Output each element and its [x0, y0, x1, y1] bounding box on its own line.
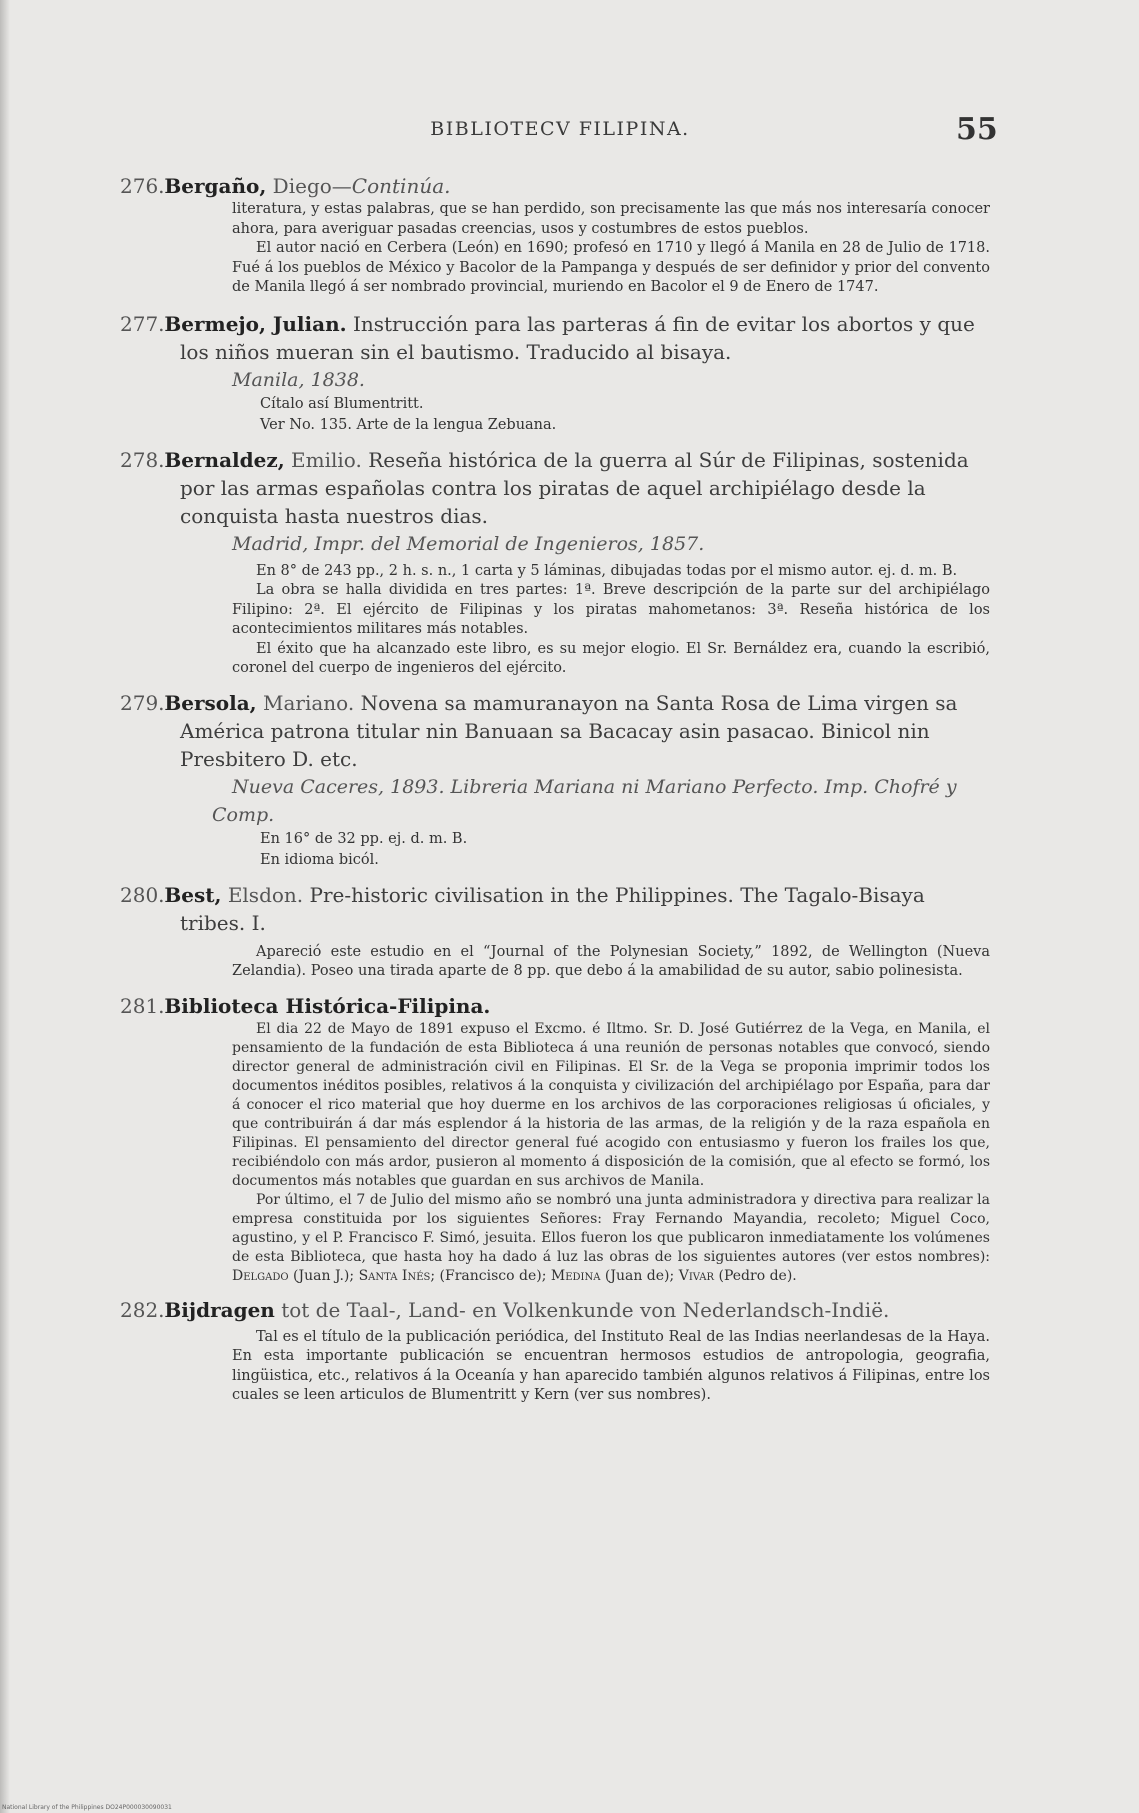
note-paragraph: El éxito que ha alcanzado este libro, es su mejor elogio. El Sr. Bernáldez era, cuando la escribió, coronel del cuerpo de ingenieros del ejército. [232, 640, 990, 676]
entry-author: Bijdragen [164, 1297, 275, 1322]
note-paragraph: Apareció este estudio en el “Journal of the Polynesian Society,” 1892, de Wellington (Nueva Zelandia). Poseo una tirada aparte de 8 pp. que debo á la amabilidad de su autor, sabio polinesista. [232, 943, 990, 979]
entry-number: 277. [120, 311, 165, 336]
author-ref: Medina [550, 1267, 601, 1284]
author-ref-rest: (Pedro de). [718, 1267, 797, 1284]
entry-note [120, 394, 990, 436]
author-ref: Santa Inés; [358, 1267, 436, 1284]
note-paragraph: Tal es el título de la publicación periódica, del Instituto Real de las Indias neerlandesas de la Haya. En esta importante publicación se encuentran hermosos estudios de antropologia, geografia, lingüistica, etc., relativos á la Oceanía y han aparecido también algunos relativos á Filipinas, entre los cuales se leen articulos de Blumentritt y Kern (ver sus nombres). [232, 1328, 990, 1403]
note-line: Ver No. 135. Arte de la lengua Zebuana. [260, 416, 557, 433]
entry-imprint: Nueva Caceres, 1893. Libreria Mariana ni Mariano Perfecto. Imp. Chofré y Comp. [212, 775, 957, 826]
author-ref-rest: (Francisco de); [439, 1267, 547, 1284]
running-head: BIBLIOTECV FILIPINA. [430, 118, 690, 140]
entry-author: Bermejo, Julian. [164, 311, 347, 336]
note-line: Cítalo así Blumentritt. [260, 395, 424, 412]
entry-author: Best, [164, 882, 222, 907]
entry-author-rest: Diego— [272, 174, 352, 198]
entry-note [120, 943, 990, 982]
note-line: En idioma bicól. [260, 851, 379, 868]
page-edge-shadow [0, 0, 10, 1813]
entry-note [120, 1328, 990, 1406]
entry-number: 278. [120, 447, 165, 472]
entry-number: 280. [120, 882, 165, 907]
entry-author: Bersola, [164, 690, 257, 715]
entry-note [120, 829, 990, 871]
entry-281 [120, 992, 990, 1286]
scan-footer: National Library of the Philippines DO24P000030090031 [2, 1804, 172, 1811]
entry-276 [120, 172, 990, 298]
entry-278 [120, 446, 990, 679]
entry-heading [120, 992, 990, 1020]
note-paragraph: En 8° de 243 pp., 2 h. s. n., 1 carta y 5 láminas, dibujadas todas por el mismo autor. ej. d. m. B. [256, 562, 958, 579]
page-number: 55 [956, 112, 998, 147]
entry-imprint: Madrid, Impr. del Memorial de Ingenieros, 1857. [232, 532, 705, 555]
author-ref: Delgado [232, 1267, 289, 1284]
entry-title: Pre-historic civilisation in the Philippines. The Tagalo-Bisaya tribes. I. [180, 882, 925, 935]
entry-imprint: Manila, 1838. [232, 368, 365, 391]
entry-note [120, 200, 990, 298]
entry-author-rest: Mariano. [263, 690, 355, 715]
entry-heading [120, 446, 990, 530]
entry-number: 281. [120, 993, 165, 1018]
entry-note [120, 562, 990, 679]
entry-title: Novena sa mamuranayon na Santa Rosa de Lima virgen sa América patrona titular nin Banuaan sa Bacacay asin pasacao. Binicol nin Presbitero D. etc. [180, 690, 958, 771]
author-ref-rest: (Juan J.); [293, 1267, 355, 1284]
entry-280 [120, 881, 990, 982]
note-paragraph: El autor nació en Cerbera (León) en 1690; profesó en 1710 y llegó á Manila en 28 de Julio de 1718. Fué á los pueblos de México y Bacolor de la Pampanga y después de ser definidor y prior del convento de Manila llegó á ser nombrado provincial, muriendo en Bacolor el 9 de Enero de 1747. [232, 240, 990, 295]
entry-author: Bergaño, [164, 174, 267, 198]
entry-282 [120, 1296, 990, 1406]
entry-heading [120, 1296, 990, 1324]
author-ref: Vivar [678, 1267, 715, 1284]
note-paragraph [232, 1191, 990, 1286]
note-text: Por último, el 7 de Julio del mismo año se nombró una junta administradora y directiva para realizar la empresa constituida por los siguientes Señores: Fray Fernando Mayandia, recoleto; Miguel Coco, agustino, y el P. Francisco F. Simó, jesuita. Ellos fueron los que publicaron inmediatamente los volúmenes de esta Biblioteca, que hasta hoy ha dado á luz las obras de los siguientes autores (ver estos nombres): [232, 1191, 990, 1265]
entry-author-rest: Emilio. [291, 447, 362, 472]
note-paragraph: La obra se halla dividida en tres partes: 1ª. Breve descripción de la parte sur del archipiélago Filipino: 2ª. El ejército de Filipinas y los piratas mahometanos: 3ª. Reseña histórica de los acontecimientos militares más notables. [232, 582, 990, 637]
note-line: En 16° de 32 pp. ej. d. m. B. [260, 830, 468, 847]
catalog-body [120, 172, 990, 1416]
entry-279 [120, 689, 990, 871]
entry-heading [120, 310, 990, 366]
entry-277 [120, 310, 990, 436]
entry-title: Reseña histórica de la guerra al Súr de Filipinas, sostenida por las armas españolas contra los piratas de aquel archipiélago desde la conquista hasta nuestros dias. [180, 447, 969, 528]
note-paragraph: El dia 22 de Mayo de 1891 expuso el Excmo. é Iltmo. Sr. D. José Gutiérrez de la Vega, en Manila, el pensamiento de la fundación de esta Biblioteca á una reunión de personas notables que convocó, siendo director general de administración civil en Filipinas. El Sr. de la Vega se proponia imprimir todos los documentos inéditos posibles, relativos á la conquista y civilización del archipiélago por España, para dar á conocer el rico material que hoy duerme en los archivos de las corporaciones religiosas ú oficiales, y que contribuirán á dar más esplendor á la historia de las armas, de la religión y de la raza española en Filipinas. El pensamiento del director general fué acogido con entusiasmo y fueron los frailes los que, recibiéndolo con más ardor, pusieron al momento á disposición de la comisión, que al efecto se formó, los documentos más notables que guardan en sus archivos de Manila. [232, 1020, 990, 1189]
entry-heading [120, 881, 990, 937]
entry-number: 282. [120, 1297, 165, 1322]
entry-title: Continúa. [351, 174, 451, 198]
entry-title: Instrucción para las parteras á fin de evitar los abortos y que los niños mueran sin el bautismo. Traducido al bisaya. [180, 311, 975, 364]
entry-heading [120, 689, 990, 773]
entry-author: Biblioteca Histórica-Filipina. [164, 993, 491, 1018]
entry-number: 276. [120, 174, 165, 198]
entry-number: 279. [120, 690, 165, 715]
entry-note [120, 1020, 990, 1286]
author-ref-rest: (Juan de); [604, 1267, 675, 1284]
note-paragraph: literatura, y estas palabras, que se han perdido, son precisamente las que más nos interesaría conocer ahora, para averiguar pasadas creencias, usos y costumbres de estos pueblos. [232, 201, 990, 237]
entry-author-rest: tot de Taal-, Land- en Volkenkunde von Nederlandsch-Indië. [281, 1297, 890, 1322]
entry-author-rest: Elsdon. [227, 882, 304, 907]
entry-heading [120, 172, 990, 200]
entry-author: Bernaldez, [164, 447, 285, 472]
